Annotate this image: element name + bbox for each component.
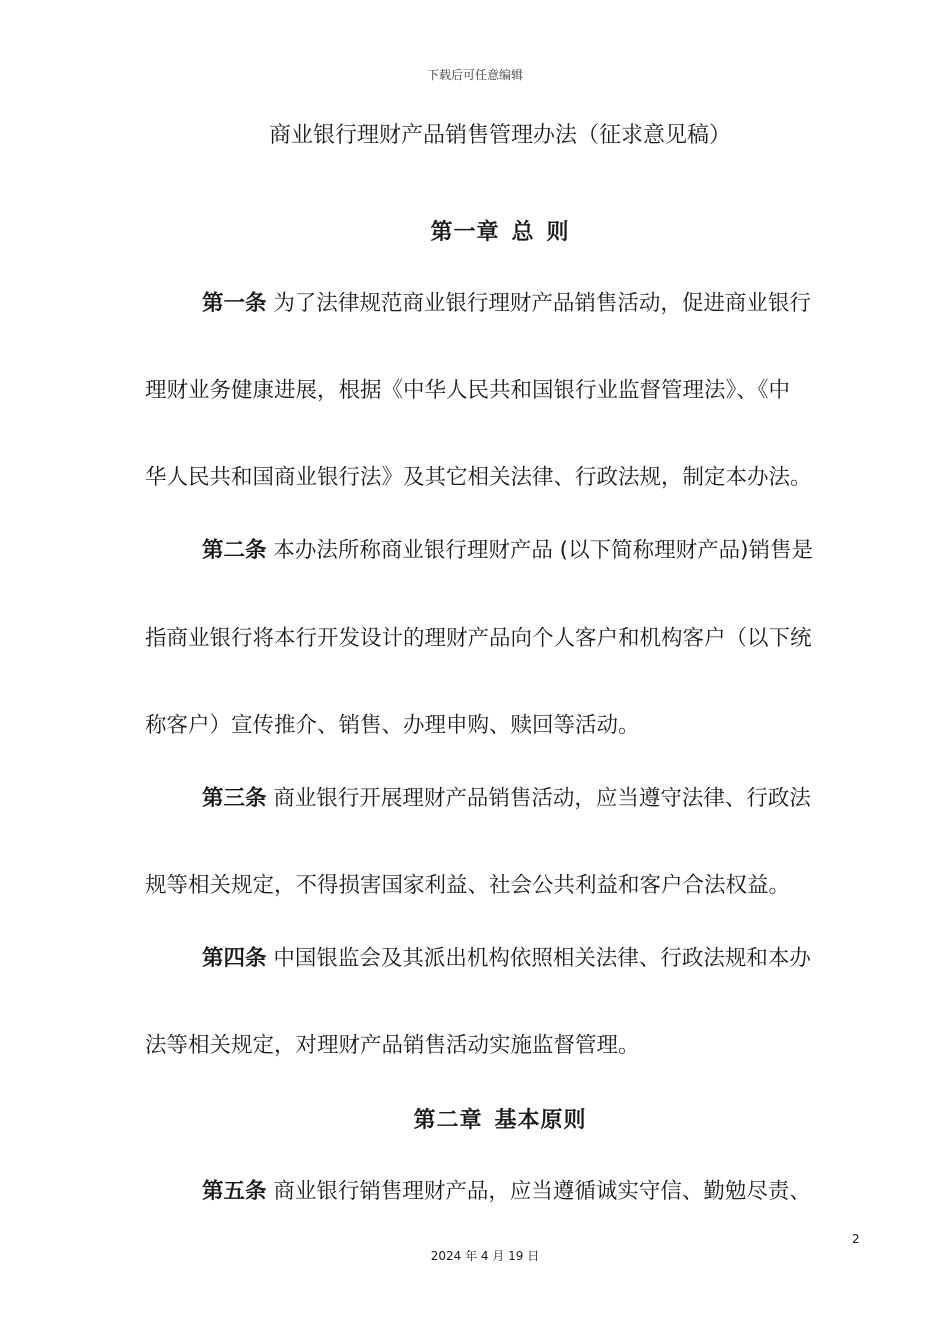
footer-date: 2024 年 4 月 19 日 <box>430 1249 540 1263</box>
article-4-text-1: 中国银监会及其派出机构依照相关法律、行政法规和本办 <box>266 946 811 971</box>
article-5-label: 第五条 <box>202 1179 267 1204</box>
article-2-label: 第二条 <box>202 538 267 563</box>
article-5-text-1: 商业银行销售理财产品，应当遵循诚实守信、勤勉尽责、 <box>266 1179 811 1204</box>
header-note: 下载后可任意编辑 <box>426 68 523 82</box>
document-title: 商业银行理财产品销售管理办法（征求意见稿） <box>268 123 731 148</box>
article-1-line-1 <box>202 289 865 319</box>
page-number: 2 <box>852 1232 860 1246</box>
article-5-line-1 <box>202 1177 865 1207</box>
chapter-2-number: 第二章 <box>413 1108 483 1133</box>
article-3-line-2: 规等相关规定，不得损害国家利益、社会公共利益和客户合法权益。 <box>145 873 791 898</box>
article-3-label: 第三条 <box>202 786 267 811</box>
article-2-line-3: 称客户）宣传推介、销售、办理申购、赎回等活动。 <box>145 713 640 738</box>
chapter-2-title: 基本原则 <box>494 1108 587 1133</box>
article-4-label: 第四条 <box>202 946 267 971</box>
article-2-line-2: 指商业银行将本行开发设计的理财产品向个人客户和机构客户（以下统 <box>145 626 812 651</box>
article-1-line-2: 理财业务健康进展，根据《中华人民共和国银行业监督管理法》、《中 <box>145 378 791 403</box>
article-1-text-1: 为了法律规范商业银行理财产品销售活动，促进商业银行 <box>266 291 811 316</box>
article-1-line-3: 华人民共和国商业银行法》及其它相关法律、行政法规，制定本办法。 <box>145 465 812 490</box>
article-1-label: 第一条 <box>202 291 267 316</box>
chapter-1-title-a: 总 <box>511 220 535 245</box>
chapter-1-number: 第一章 <box>430 220 500 245</box>
article-4-line-1 <box>202 944 865 974</box>
article-3-text-1: 商业银行开展理财产品销售活动，应当遵守法律、行政法 <box>266 786 811 811</box>
article-4-line-2: 法等相关规定，对理财产品销售活动实施监督管理。 <box>145 1033 640 1058</box>
chapter-2-heading <box>0 1103 950 1134</box>
chapter-1-heading <box>0 215 950 246</box>
article-2-line-1 <box>202 536 865 566</box>
article-2-text-1: 本办法所称商业银行理财产品 (以下简称理财产品)销售是 <box>266 538 813 563</box>
article-3-line-1 <box>202 784 865 814</box>
chapter-1-title-b: 则 <box>546 220 570 245</box>
